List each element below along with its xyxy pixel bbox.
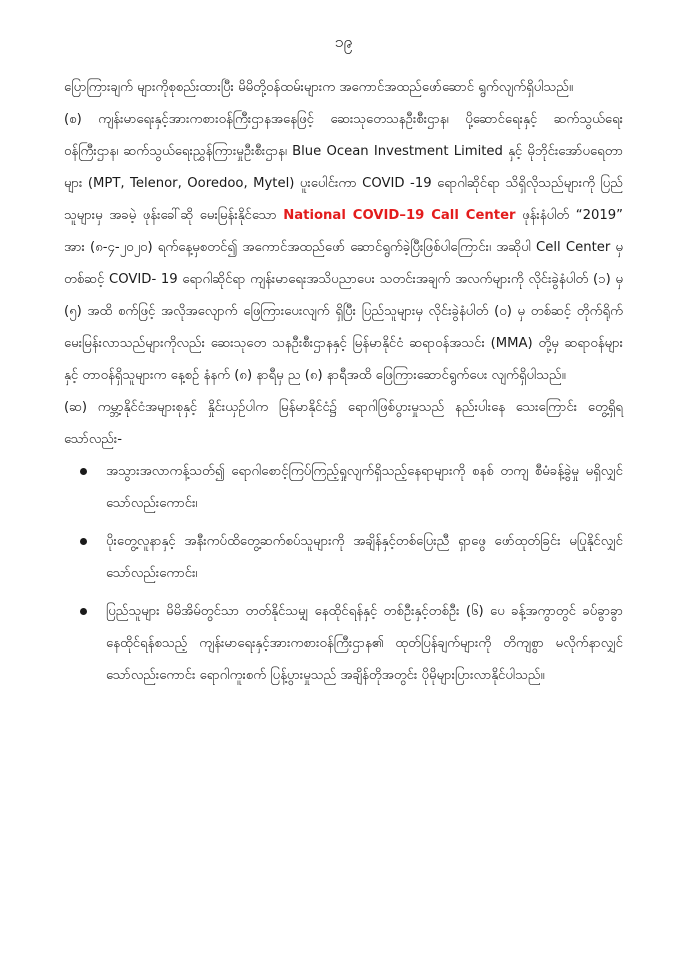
call-center-highlight: National COVID–19 Call Center xyxy=(283,208,516,223)
bullet-list xyxy=(64,456,623,692)
paragraph-intro: ပြောကြားချက် များကိုစုစည်းထားပြီး မိမိတို့ဝန်ထမ်းများက အကောင်အထည်ဖော်ဆောင် ရွက်လျက်ရှိပါသည်။ xyxy=(64,80,573,95)
bullet-text: အသွားအလာကန့်သတ်၍ ရောဂါစောင့်ကြပ်ကြည့်ရှုလျက်ရှိသည့်နေရာများကို စနစ် တကျ စီမံခန့်ခွဲမှု မရှိလျှင်သော်လည်းကောင်း၊ xyxy=(106,464,623,511)
paragraph-e-text-start: (စ) ကျန်းမာရေးနှင့်အားကစားဝန်ကြီးဌာနအနေဖြင့် ဆေးသုတေသနဦးစီးဌာန၊ ပို့ဆောင်ရေးနှင့် ဆက်သွယ်ရေးဝန်ကြီးဌာန၊ ဆက်သွယ်ရေးညွှန်ကြားမှုဦးစီးဌာန၊ Blue Ocean Investment Limited နှင့် မိုဘိုင်းအော်ပရေတာများ (MPT, Telenor, Ooredoo, Mytel) ပူးပေါင်းကာ COVID -19 ရောဂါဆိုင်ရာ သိရှိလိုသည်များကို ပြည်သူများမှ အခမဲ့ ဖုန်းခေါ်ဆို မေးမြန်းနိုင်သော xyxy=(64,112,623,223)
bullet-dot-icon xyxy=(80,538,87,545)
bullet-dot-icon xyxy=(80,608,87,615)
page-number: ၁၉ xyxy=(334,32,353,51)
bullet-dot-icon xyxy=(80,468,87,475)
bullet-text: ပြည်သူများ မိမိအိမ်တွင်သာ တတ်နိုင်သမျှ နေထိုင်ရန်နှင့် တစ်ဦးနှင့်တစ်ဦး (၆) ပေ ခန့်အကွာတွင် ခပ်ခွာခွာနေထိုင်ရန်စသည့် ကျန်းမာရေးနှင့်အားကစားဝန်ကြီးဌာန၏ ထုတ်ပြန်ချက်များကို တိကျစွာ မလိုက်နာလျှင်သော်လည်းကောင်း ရောဂါကူးစက် ပြန့်ပွားမှုသည် အချိန်တိုအတွင်း ပိုမိုများပြားလာနိုင်ပါသည်။ xyxy=(106,604,623,683)
paragraph-f: (ဆ) ကမ္ဘာ့နိုင်ငံအများစုနှင့် နှိုင်းယှဉ်ပါက မြန်မာနိုင်ငံ၌ ရောဂါဖြစ်ပွားမှုသည် နည်းပါးနေ သေးကြောင်း တွေ့ရှိရသော်လည်း- xyxy=(64,400,623,447)
paragraph-e xyxy=(64,104,623,392)
bullet-item xyxy=(106,596,623,692)
bullet-text: ပိုးတွေ့လူနာနှင့် အနီးကပ်ထိတွေ့ဆက်စပ်သူများကို အချိန်နှင့်တစ်ပြေးညီ ရှာဖွေ ဖော်ထုတ်ခြင်း မပြုနိုင်လျှင်သော်လည်းကောင်း၊ xyxy=(106,534,623,581)
bullet-item xyxy=(106,456,623,520)
paragraph-e-text-end: ဖုန်းနံပါတ် “2019” အား (၈-၄-၂၀၂၀) ရက်နေ့မှစတင်၍ အကောင်အထည်ဖော် ဆောင်ရွက်ခဲ့ပြီးဖြစ်ပါကြောင်း၊ အဆိုပါ Cell Center မှတစ်ဆင့် COVID- 19 ရောဂါဆိုင်ရာ ကျန်းမာရေးအသိပညာပေး သတင်းအချက် အလက်များကို လိုင်းခွဲနံပါတ် (၁) မှ (၅) အထိ စက်ဖြင့် အလိုအလျောက် ဖြေကြားပေးလျက် ရှိပြီး ပြည်သူများမှ လိုင်းခွဲနံပါတ် (၀) မှ တစ်ဆင့် တိုက်ရိုက်မေးမြန်းလာသည်များကိုလည်း ဆေးသုတေ သနဦးစီးဌာနနှင့် မြန်မာနိုင်ငံ ဆရာဝန်အသင်း (MMA) တို့မှ ဆရာဝန်များနှင့် တာဝန်ရှိသူများက နေ့စဉ် နံနက် (၈) နာရီမှ ည (၈) နာရီအထိ ဖြေကြားဆောင်ရွက်ပေး လျက်ရှိပါသည်။ xyxy=(64,208,623,383)
bullet-item xyxy=(106,526,623,590)
